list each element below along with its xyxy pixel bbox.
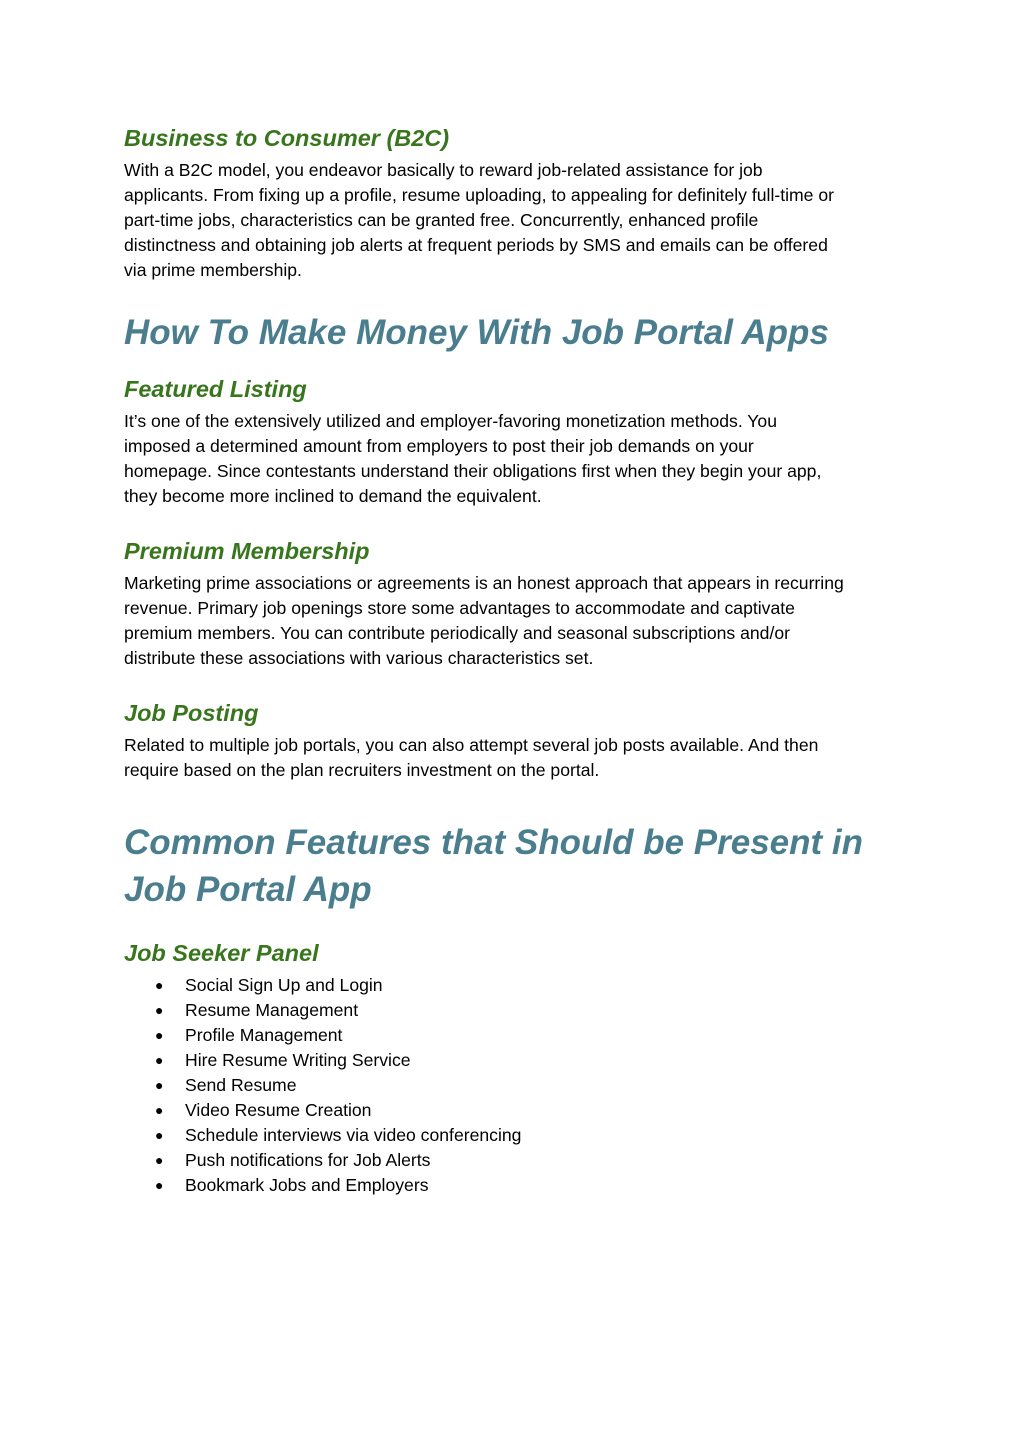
premium-membership-heading: Premium Membership: [124, 538, 370, 564]
list-item: [124, 1173, 904, 1198]
common-heading-line-1: Common Features that Should be Present in: [124, 823, 863, 862]
list-item: [124, 1048, 904, 1073]
list-item-text: Resume Management: [185, 1000, 359, 1020]
b2c-line-5: via prime membership.: [124, 260, 302, 280]
posting-line-2: require based on the plan recruiters investment on the portal.: [124, 760, 600, 780]
featured-line-2: imposed a determined amount from employers to post their job demands on your: [124, 436, 754, 456]
list-item-text: Profile Management: [185, 1025, 343, 1045]
bullet-icon: ●: [155, 1052, 164, 1068]
common-features-heading: [124, 819, 904, 913]
bullet-icon: ●: [155, 1127, 164, 1143]
premium-line-2: revenue. Primary job openings store some advantages to accommodate and captivate: [124, 598, 795, 618]
b2c-paragraph: [124, 158, 904, 283]
featured-line-3: homepage. Since contestants understand their obligations first when they begin your app,: [124, 461, 822, 481]
featured-line-4: they become more inclined to demand the equivalent.: [124, 486, 542, 506]
list-item: [124, 1123, 904, 1148]
b2c-line-1: With a B2C model, you endeavor basically to reward job-related assistance for job: [124, 160, 763, 180]
list-item-text: Hire Resume Writing Service: [185, 1050, 411, 1070]
bullet-icon: ●: [155, 1077, 164, 1093]
job-seeker-feature-list: [124, 973, 904, 1198]
list-item: [124, 973, 904, 998]
premium-line-1: Marketing prime associations or agreements is an honest approach that appears in recurring: [124, 573, 844, 593]
bullet-icon: ●: [155, 977, 164, 993]
featured-listing-paragraph: [124, 409, 904, 509]
job-seeker-panel-heading: Job Seeker Panel: [124, 940, 319, 966]
list-item-text: Video Resume Creation: [185, 1100, 372, 1120]
featured-listing-heading: Featured Listing: [124, 376, 307, 402]
list-item: [124, 998, 904, 1023]
list-item: [124, 1073, 904, 1098]
bullet-icon: ●: [155, 1152, 164, 1168]
bullet-icon: ●: [155, 1002, 164, 1018]
job-posting-paragraph: [124, 733, 904, 783]
job-posting-heading: Job Posting: [124, 700, 259, 726]
b2c-line-2: applicants. From fixing up a profile, resume uploading, to appealing for definitely full-time or: [124, 185, 834, 205]
list-item-text: Bookmark Jobs and Employers: [185, 1175, 429, 1195]
list-item-text: Schedule interviews via video conferencing: [185, 1125, 522, 1145]
featured-line-1: It’s one of the extensively utilized and employer-favoring monetization methods. You: [124, 411, 777, 431]
b2c-heading: Business to Consumer (B2C): [124, 125, 450, 151]
list-item: [124, 1023, 904, 1048]
list-item-text: Social Sign Up and Login: [185, 975, 383, 995]
bullet-icon: ●: [155, 1102, 164, 1118]
b2c-line-3: part-time jobs, characteristics can be granted free. Concurrently, enhanced profile: [124, 210, 759, 230]
list-item-text: Send Resume: [185, 1075, 297, 1095]
document-page: [124, 120, 904, 1198]
list-item: [124, 1098, 904, 1123]
make-money-heading: How To Make Money With Job Portal Apps: [124, 313, 829, 352]
premium-membership-paragraph: [124, 571, 904, 671]
bullet-icon: ●: [155, 1177, 164, 1193]
posting-line-1: Related to multiple job portals, you can also attempt several job posts available. And then: [124, 735, 819, 755]
list-item-text: Push notifications for Job Alerts: [185, 1150, 431, 1170]
b2c-line-4: distinctness and obtaining job alerts at frequent periods by SMS and emails can be offered: [124, 235, 828, 255]
premium-line-3: premium members. You can contribute periodically and seasonal subscriptions and/or: [124, 623, 790, 643]
list-item: [124, 1148, 904, 1173]
bullet-icon: ●: [155, 1027, 164, 1043]
common-heading-line-2: Job Portal App: [124, 870, 372, 909]
premium-line-4: distribute these associations with various characteristics set.: [124, 648, 594, 668]
